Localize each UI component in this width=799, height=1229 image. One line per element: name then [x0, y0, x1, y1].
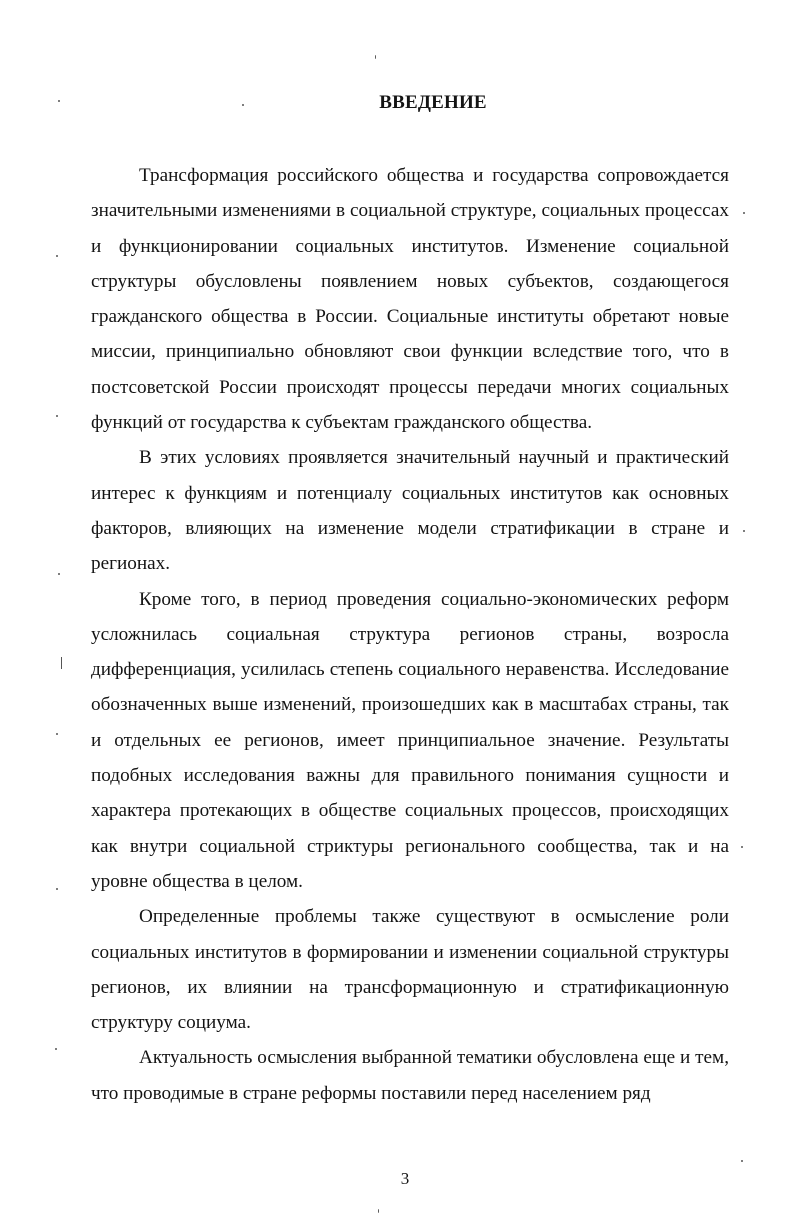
- scan-speck: [378, 1209, 379, 1213]
- scan-speck: [741, 846, 743, 848]
- scan-speck: [58, 573, 60, 575]
- scan-speck: [56, 255, 58, 257]
- scan-speck: [56, 888, 58, 890]
- scan-speck: [56, 733, 58, 735]
- scan-speck: [741, 1160, 743, 1162]
- paragraph: Актуальность осмысления выбранной тематики обусловлена еще и тем, что проводимые в стране реформы поставили перед населением ряд: [91, 1047, 729, 1104]
- scan-speck: [61, 657, 62, 669]
- scan-speck: [55, 1048, 57, 1050]
- scan-speck: [58, 100, 60, 102]
- scan-speck: [743, 212, 745, 214]
- paragraph: В этих условиях проявляется значительный научный и практический интерес к функциям и потенциалу социальных институтов как основных факторов, влияющих на изменение модели стратификации в стране и регионах.: [91, 447, 729, 575]
- scan-speck: [743, 530, 745, 532]
- scan-speck: [375, 55, 376, 59]
- paragraph: Определенные проблемы также существуют в осмысление роли социальных институтов в формировании и изменении социальной структуры регионов, их влиянии на трансформационную и стратификационную структуру социума.: [91, 906, 729, 1034]
- body-text: [91, 158, 729, 1111]
- paragraph: Кроме того, в период проведения социально-экономических реформ усложнилась социальная структура регионов страны, возросла дифференциация, усилилась степень социального неравенства. Исследование обозначенных выше изменений, произошедших как в масштабах страны, так и отдельных ее регионов, имеет принципиальное значение. Результаты подобных исследования важны для правильного понимания сущности и характера протекающих в обществе социальных процессов, происходящих как внутри социальной стриктуры регионального сообщества, так и на уровне общества в целом.: [91, 588, 729, 892]
- page-title: ВВЕДЕНИЕ: [379, 92, 487, 113]
- paragraph: Трансформация российского общества и государства сопровождается значительными изменениями в социальной структуре, социальных процессах и функционировании социальных институтов. Изменение социальной структуры обусловлены появлением новых субъектов, создающегося гражданского общества в России. Социальные институты обретают новые миссии, принципиально обновляют свои функции вследствие того, что в постсоветской России происходят процессы передачи многих социальных функций от государства к субъектам гражданского общества.: [91, 165, 729, 434]
- scan-speck: [56, 415, 58, 417]
- scan-speck: [242, 104, 244, 106]
- page-number: 3: [400, 1169, 410, 1188]
